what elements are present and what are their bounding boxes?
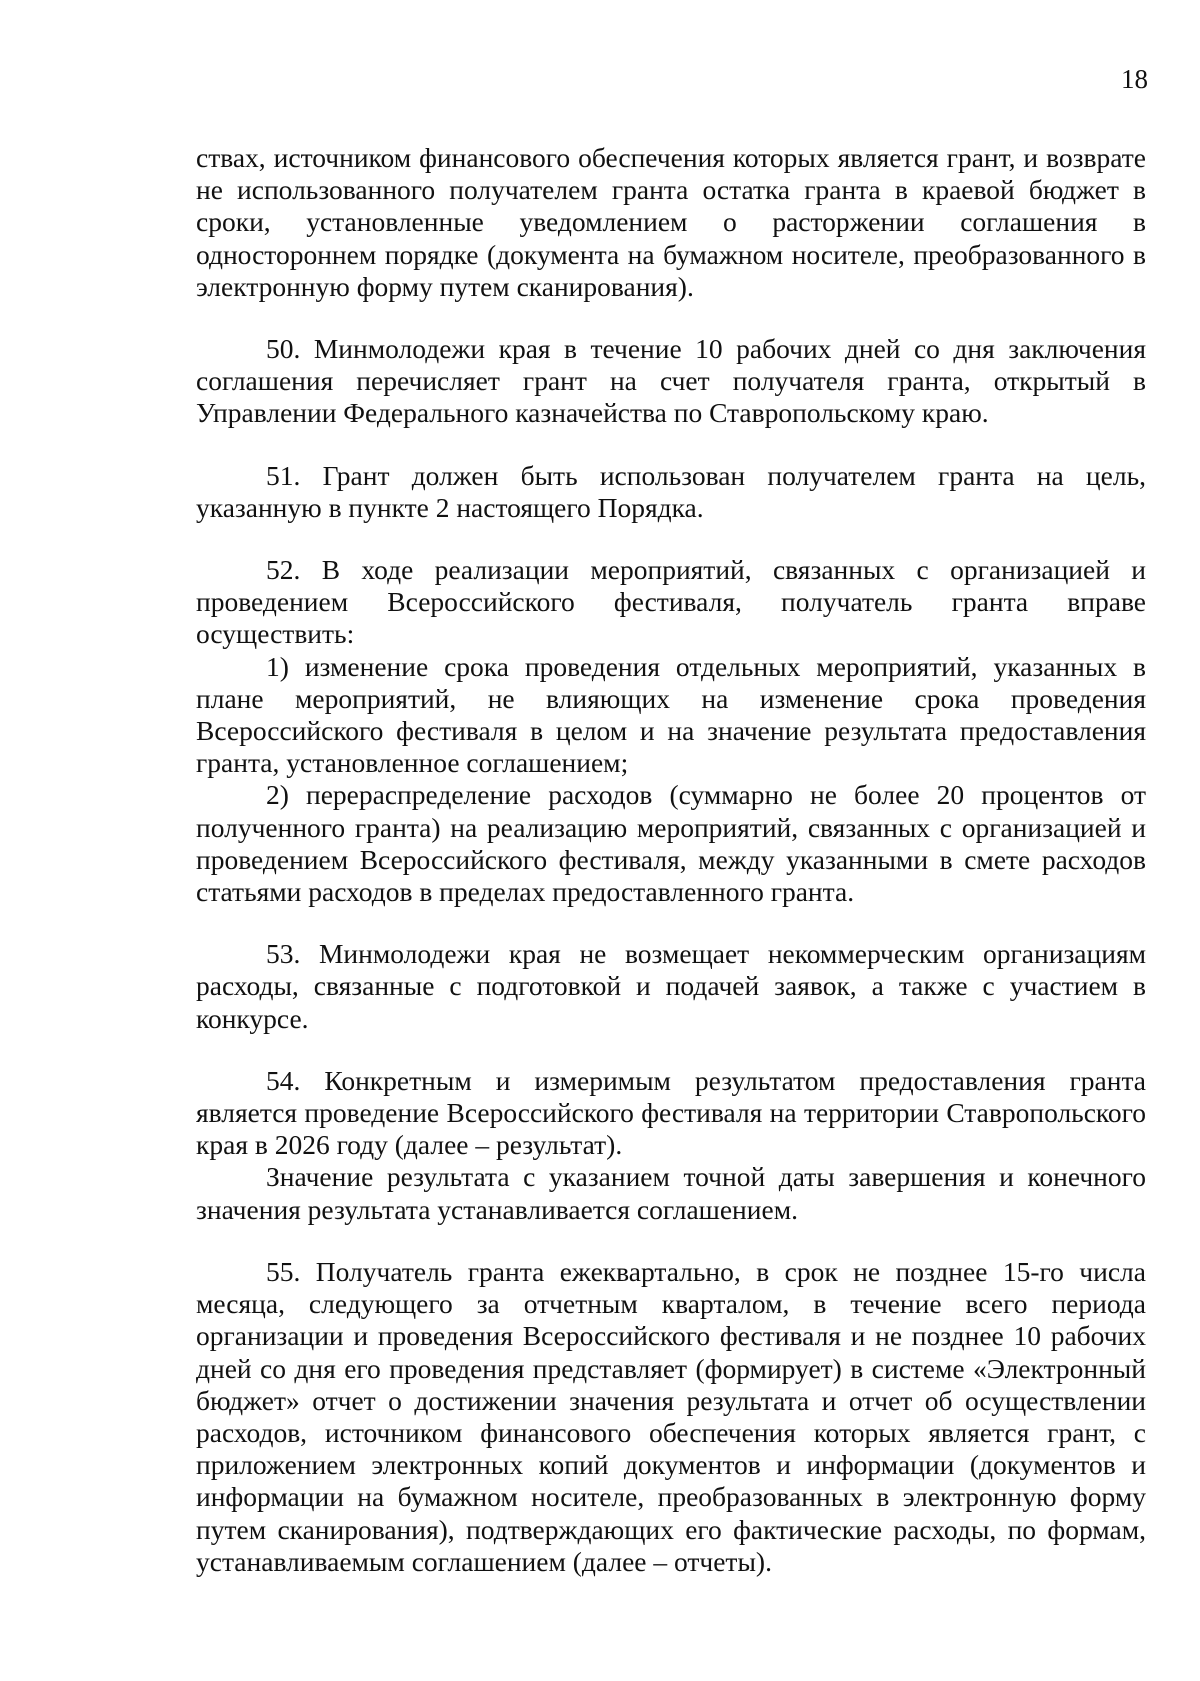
paragraph-54-continuation: Значение результата с указанием точной даты завершения и конечного значения результата устанавливается соглашением. — [196, 1161, 1146, 1225]
paragraph-55: 55. Получатель гранта ежеквартально, в срок не позднее 15-го числа месяца, следующего за отчетным кварталом, в течение всего периода организации и проведения Всероссийского фестиваля и не позднее 10 рабочих дней со дня его проведения представляет (формирует) в системе «Электронный бюджет» отчет о достижении значения результата и отчет об осуществлении расходов, источником финансового обеспечения которых является грант, с приложением электронных копий документов и информации (документов и информации на бумажном носителе, преобразованных в электронную форму путем сканирования), подтверждающих его фактические расходы, по формам, устанавливаемым соглашением (далее – отчеты). — [196, 1255, 1146, 1577]
paragraph-50: 50. Минмолодежи края в течение 10 рабочих дней со дня заключения соглашения перечисляет грант на счет получателя гранта, открытый в Управлении Федерального казначейства по Ставропольскому краю. — [196, 333, 1146, 429]
paragraph-continuation: ствах, источником финансового обеспечения которых является грант, и возврате не использованного получателем гранта остатка гранта в краевой бюджет в сроки, установленные уведомлением о расторжении соглашения в одностороннем порядке (документа на бумажном носителе, преобразованного в электронную форму путем сканирования). — [196, 142, 1146, 302]
paragraph-51: 51. Грант должен быть использован получателем гранта на цель, указанную в пункте 2 настоящего Порядка. — [196, 459, 1146, 523]
paragraph-52: 52. В ходе реализации мероприятий, связанных с организацией и проведением Всероссийского фестиваля, получатель гранта вправе осуществить: — [196, 554, 1146, 650]
paragraph-52-item-1: 1) изменение срока проведения отдельных мероприятий, указанных в плане мероприятий, не влияющих на изменение срока проведения Всероссийского фестиваля в целом и на значение результата предоставления гранта, установленное соглашением; — [196, 650, 1146, 779]
paragraph-53: 53. Минмолодежи края не возмещает некоммерческим организациям расходы, связанные с подготовкой и подачей заявок, а также с участием в конкурсе. — [196, 938, 1146, 1034]
paragraph-54: 54. Конкретным и измеримым результатом предоставления гранта является проведение Всероссийского фестиваля на территории Ставропольского края в 2026 году (далее – результат). — [196, 1064, 1146, 1161]
document-body — [196, 142, 1146, 1578]
page-number: 18 — [1121, 64, 1148, 94]
paragraph-52-item-2: 2) перераспределение расходов (суммарно не более 20 процентов от полученного гранта) на реализацию мероприятий, связанных с организацией и проведением Всероссийского фестиваля, между указанными в смете расходов статьями расходов в пределах предоставленного гранта. — [196, 779, 1146, 908]
